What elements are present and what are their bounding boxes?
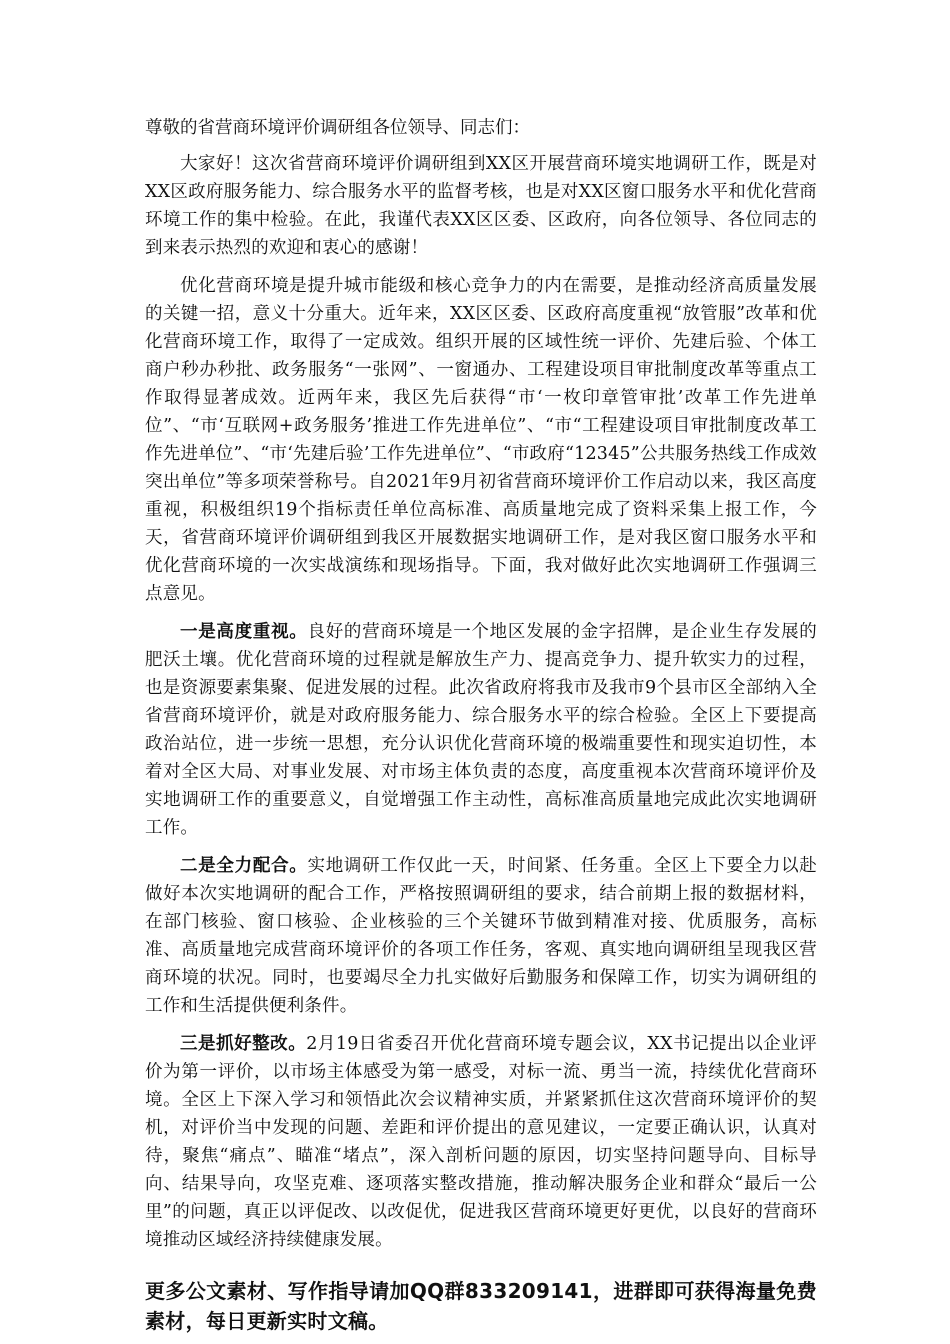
paragraph-text: 优化营商环境是提升城市能级和核心竞争力的内在需要，是推动经济高质量发展的关键一招，意义十分重大。近年来，XX区区委、区政府高度重视“放管服”改革和优化营商环境工作，取得了一定成效。组织开展的区域性统一评价、先建后验、个体工商户秒办秒批、政务服务“一张网”、一窗通办、工程建设项目审批制度改革等重点工作取得显著成效。近两年来，我区先后获得“市‘一枚印章管审批’改革工作先进单位”、“市‘互联网+政务服务’推进工作先进单位”、“市“工程建设项目审批制度改革工作先进单位”、“市‘先建后验’工作先进单位”、“市政府“12345”公共服务热线工作成效突出单位”等多项荣誉称号。自2021年9月初省营商环境评价工作启动以来，我区高度重视，积极组织19个指标责任单位高标准、高质量地完成了资料采集上报工作，今天，省营商环境评价调研组到我区开展数据实地调研工作，是对我区窗口服务水平和优化营商环境的一次实战演练和现场指导。下面，我对做好此次实地调研工作强调三点意见。 xyxy=(145,276,817,604)
promo-footer-note: 更多公文素材、写作指导请加QQ群833209141，进群即可获得海量免费素材，每日更新实时文稿。 xyxy=(145,1279,817,1333)
paragraph-point-three xyxy=(145,1030,817,1254)
paragraph-text: 良好的营商环境是一个地区发展的金字招牌，是企业生存发展的肥沃土壤。优化营商环境的过程就是解放生产力、提高竞争力、提升软实力的过程，也是资源要素集聚、促进发展的过程。此次省政府将我市及我市9个县市区全部纳入全省营商环境评价，就是对政府服务能力、综合服务水平的综合检验。全区上下要提高政治站位，进一步统一思想，充分认识优化营商环境的极端重要性和现实迫切性，本着对全区大局、对事业发展、对市场主体负责的态度，高度重视本次营商环境评价及实地调研工作的重要意义，自觉增强工作主动性，高标准高质量地完成此次实地调研工作。 xyxy=(145,622,817,838)
paragraph-text: 实地调研工作仅此一天，时间紧、任务重。全区上下要全力以赴做好本次实地调研的配合工作，严格按照调研组的要求，结合前期上报的数据材料，在部门核验、窗口核验、企业核验的三个关键环节做到精准对接、优质服务，高标准、高质量地完成营商环境评价的各项工作任务，客观、真实地向调研组呈现我区营商环境的状况。同时，也要竭尽全力扎实做好后勤服务和保障工作，切实为调研组的工作和生活提供便利条件。 xyxy=(145,856,817,1016)
paragraph-point-one xyxy=(145,618,817,842)
paragraph-background xyxy=(145,272,817,608)
point-heading: 二是全力配合。 xyxy=(180,856,308,876)
paragraph-greeting xyxy=(145,150,817,262)
point-heading: 三是抓好整改。 xyxy=(180,1034,307,1054)
paragraph-text: 大家好！这次省营商环境评价调研组到XX区开展营商环境实地调研工作，既是对XX区政府服务能力、综合服务水平的监督考核，也是对XX区窗口服务水平和优化营商环境工作的集中检验。在此，我谨代表XX区区委、区政府，向各位领导、各位同志的到来表示热烈的欢迎和衷心的感谢！ xyxy=(145,154,817,258)
salutation: 尊敬的省营商环境评价调研组各位领导、同志们： xyxy=(145,118,530,138)
paragraph-point-two xyxy=(145,852,817,1020)
point-heading: 一是高度重视。 xyxy=(180,622,308,642)
paragraph-text: 2月19日省委召开优化营商环境专题会议，XX书记提出以企业评价为第一评价，以市场主体感受为第一感受，对标一流、勇当一流，持续优化营商环境。全区上下深入学习和领悟此次会议精神实质，并紧紧抓住这次营商环境评价的契机，对评价当中发现的问题、差距和评价提出的意见建议，一定要正确认识，认真对待，聚焦“痛点”、瞄准“堵点”，深入剖析问题的原因，切实坚持问题导向、目标导向、结果导向，攻坚克难、逐项落实整改措施，推动解决服务企业和群众“最后一公里”的问题，真正以评促改、以改促优，促进我区营商环境更好更优，以良好的营商环境推动区域经济持续健康发展。 xyxy=(145,1034,817,1250)
document-body xyxy=(145,114,817,1336)
